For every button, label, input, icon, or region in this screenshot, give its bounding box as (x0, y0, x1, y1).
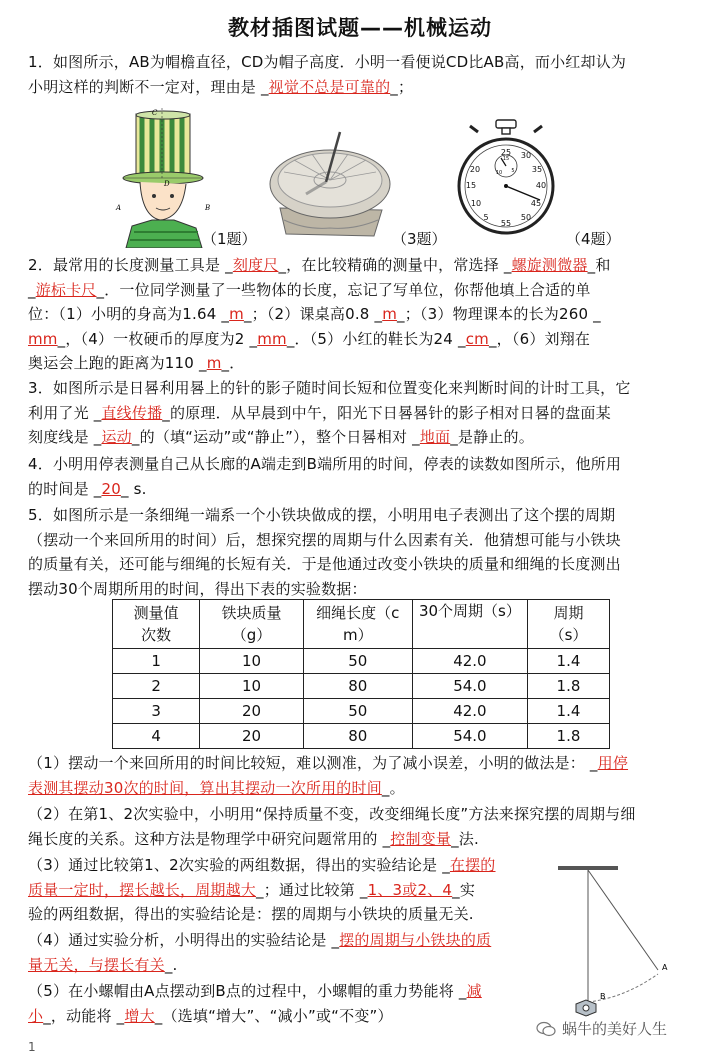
q5-line2: （摆动一个来回所用的时间）后，想探究摆的周期与什么因素有关．他猜想可能与小铁块 (28, 530, 621, 549)
q4-answer: 20 (101, 479, 121, 498)
figure-4-caption: （4题） (566, 230, 621, 248)
stopwatch-mark-45: 45 (530, 199, 542, 208)
sub-question-4 (28, 928, 568, 977)
stopwatch-mark-10: 10 (470, 199, 482, 208)
stopwatch-inner-10: 10 (495, 170, 503, 176)
stopwatch-inner-5: 5 (511, 168, 515, 174)
q2-answer-3: 游标卡尺 (35, 280, 97, 299)
q1-line1: 1．如图所示，AB为帽檐直径，CD为帽子高度．小明一看便说CD比AB高，而小红却认为 (28, 53, 627, 71)
sub-question-2 (28, 802, 692, 851)
s3-line3: 验的两组数据，得出的实验结论是：摆的周期与小铁块的质量无关. (28, 905, 474, 923)
stopwatch-mark-25: 25 (500, 148, 512, 157)
q2-line1: 2．最常用的长度测量工具是 _刻度尺_，在比较精确的测量中，常选择 _螺旋测微器_和 (28, 256, 611, 274)
s4-line2: 量无关，与摆长有关_. (28, 955, 178, 974)
s2-line2: 绳长度的关系。这种方法是物理学中研究问题常用的 _控制变量_法. (28, 829, 479, 848)
q3-line3: 刻度线是 _运动_的（填“运动”或“静止”），整个日晷相对 _地面_是静止的。 (28, 428, 534, 446)
watermark-text: 蜗牛的美好人生 (562, 1020, 668, 1038)
sundial-figure (266, 128, 394, 244)
s4-answer-part1: 摆的周期与小铁块的质 (339, 931, 492, 949)
s5-answer-part2: 小 (28, 1006, 44, 1025)
s5-answer-2: 增大 (124, 1006, 155, 1025)
q2-answer-1: 刻度尺 (232, 256, 279, 274)
stopwatch-figure (456, 118, 556, 240)
q2-line5: 奥运会上跑的距离为110 _m_． (28, 354, 245, 372)
stopwatch-mark-5: 5 (483, 213, 489, 222)
stopwatch-mark-50: 50 (520, 213, 532, 222)
q2-answer-2: 螺旋测微器 (511, 256, 588, 274)
s3-answer-2: 1、3或2、4 (367, 880, 453, 899)
hat-boy-figure (112, 108, 212, 248)
page-number: 1 (28, 1040, 36, 1054)
table-header-row (113, 600, 610, 649)
q2-answer-9: m (206, 354, 222, 372)
q2-line4: mm_，（4）一枚硬币的厚度为2 _mm_．（5）小红的鞋长为24 _cm_，（6）刘翔在 (28, 329, 591, 348)
header-length: 细绳长度（c m） (303, 600, 412, 649)
header-mass: 铁块质量 （g） (200, 600, 303, 649)
s2-answer: 控制变量 (390, 829, 452, 848)
q5-line4: 摆动30个周期所用的时间，得出下表的实验数据： (28, 579, 367, 598)
pendulum-label-a: A (662, 963, 668, 972)
s5-line2: 小_，动能将 _增大_（选填“增大”、“减小”或“不变”） (28, 1006, 393, 1025)
sub-question-5 (28, 979, 568, 1028)
q4-line2: 的时间是 _20_ s. (28, 479, 147, 498)
hat-label-d: D (164, 180, 170, 188)
question-5 (28, 503, 692, 601)
q5-line3: 的质量有关，还可能与细绳的长短有关．于是他通过改变小铁块的质量和细绳的长度测出 (28, 555, 621, 573)
q2-answer-7: mm (257, 329, 287, 348)
stopwatch-mark-40: 40 (535, 181, 547, 190)
stopwatch-mark-35: 35 (531, 165, 543, 174)
s4-line1: （4）通过实验分析，小明得出的实验结论是 _摆的周期与小铁块的质 (28, 931, 492, 949)
q1-answer: 视觉不总是可靠的 (268, 77, 391, 96)
s5-answer-part1: 减 (466, 982, 482, 1000)
s5-line1: （5）在小螺帽由A点摆动到B点的过程中，小螺帽的重力势能将 _减 (28, 982, 482, 1000)
table-row: 2 10 80 54.0 1.8 (113, 674, 610, 699)
stopwatch-inner-15: 15 (502, 156, 510, 162)
q2-answer-5: m (382, 305, 398, 323)
q3-answer-2: 运动 (101, 428, 132, 446)
stopwatch-mark-20: 20 (469, 165, 481, 174)
q2-answer-8: cm (465, 329, 489, 348)
experiment-table (112, 599, 610, 749)
hat-label-a: A (116, 204, 122, 212)
question-3 (28, 376, 692, 450)
s3-line2: 质量一定时，摆长越长，周期越大_；通过比较第 _1、3或2、4_实 (28, 880, 476, 899)
s3-answer-part1: 在摆的 (449, 856, 496, 874)
s4-answer-part2: 量无关，与摆长有关 (28, 955, 165, 974)
q4-line1: 4．小明用停表测量自己从长廊的A端走到B端所用的时间，停表的读数如图所示，他所用 (28, 455, 622, 473)
q2-answer-4: m (229, 305, 244, 323)
q3-answer-3: 地面 (419, 428, 451, 446)
question-2 (28, 253, 692, 376)
s1-line2: 表测其摆动30次的时间，算出其摆动一次所用的时间_。 (28, 778, 405, 797)
s1-line1: （1）摆动一个来回所用的时间比较短，难以测准，为了减小误差，小明的做法是： _用停 (28, 754, 629, 772)
q3-answer-1: 直线传播 (101, 403, 163, 422)
table-row: 1 10 50 42.0 1.4 (113, 649, 610, 674)
pendulum-figure (558, 866, 698, 1026)
q3-line1: 3．如图所示是日晷利用晷上的针的影子随时间长短和位置变化来判断时间的计时工具，它 (28, 379, 631, 397)
question-4 (28, 452, 692, 501)
figure-3-caption: （3题） (392, 230, 447, 248)
header-30-periods: 30个周期（s） (412, 600, 527, 649)
wechat-icon (536, 1021, 556, 1037)
page-title: 教材插图试题——机械运动 (228, 16, 492, 40)
question-1 (28, 50, 692, 99)
sub-question-3 (28, 853, 568, 927)
header-period: 周期 （s） (527, 600, 609, 649)
watermark (536, 1018, 667, 1039)
header-measure: 测量值 次数 (113, 600, 200, 649)
s3-line1: （3）通过比较第1、2次实验的两组数据，得出的实验结论是 _在摆的 (28, 856, 496, 874)
s3-answer-part2: 质量一定时，摆长越长，周期越大 (28, 880, 257, 899)
stopwatch-mark-15: 15 (465, 181, 477, 190)
s1-answer-part2: 表测其摆动30次的时间，算出其摆动一次所用的时间 (28, 778, 382, 797)
hat-label-b: B (205, 204, 211, 212)
s1-answer-part1: 用停 (597, 754, 629, 772)
hat-label-c: C (152, 109, 158, 117)
q2-answer-6: mm (28, 329, 58, 348)
q2-line2: _游标卡尺_．一位同学测量了一些物体的长度，忘记了写单位，你帮他填上合适的单 (28, 280, 591, 299)
table-row: 3 20 50 42.0 1.4 (113, 699, 610, 724)
q2-line3: 位：（1）小明的身高为1.64 _m_；（2）课桌高0.8 _m_；（3）物理课本的长为260 _ (28, 305, 601, 323)
pendulum-label-b: B (600, 992, 606, 1001)
q5-line1: 5．如图所示是一条细绳一端系一个小铁块做成的摆，小明用电子表测出了这个摆的周期 (28, 506, 616, 524)
q1-line2: 小明这样的判断不一定对，理由是 _视觉不总是可靠的_； (28, 77, 414, 96)
sub-question-1 (28, 751, 692, 800)
q3-line2: 利用了光 _直线传播_的原理．从早晨到中午，阳光下日晷晷针的影子相对日晷的盘面某 (28, 403, 611, 422)
s2-line1: （2）在第1、2次实验中，小明用“保持质量不变，改变细绳长度”方法来探究摆的周期与细 (28, 805, 636, 823)
stopwatch-mark-55: 55 (500, 219, 512, 228)
stopwatch-mark-30: 30 (520, 151, 532, 160)
figure-1-caption: （1题） (202, 230, 257, 248)
table-row: 4 20 80 54.0 1.8 (113, 724, 610, 749)
